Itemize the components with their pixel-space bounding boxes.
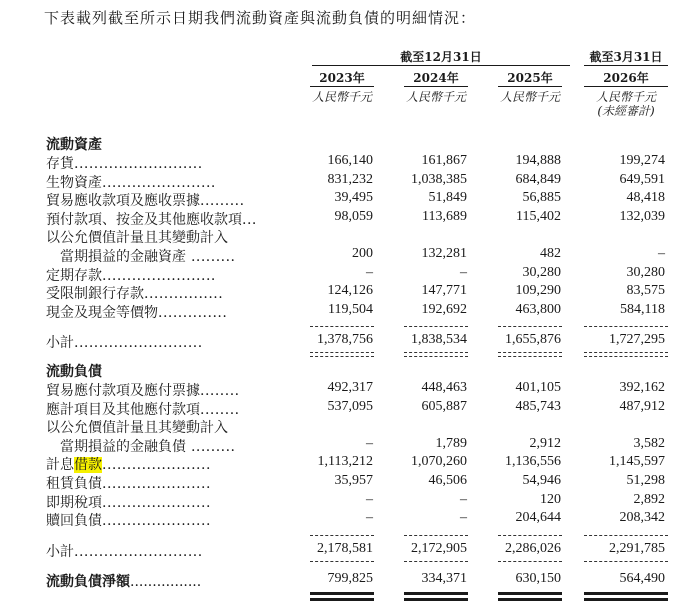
cell-value: 3,582 [633, 435, 665, 451]
cell-value: – [658, 246, 665, 261]
row-label-text: 應計項目及其他應付款項 [46, 401, 200, 418]
cell-value: 2,178,581 [317, 541, 373, 556]
cell-value: 208,342 [619, 510, 665, 526]
leader-dots: ...................... [102, 494, 211, 511]
row-label-text: 以公允價值計量且其變動計入 [46, 420, 228, 437]
dashed-rule [310, 352, 374, 353]
dashed-rule [498, 352, 562, 353]
double-rule [584, 598, 668, 601]
row-label-text: 贖回負債 [46, 513, 102, 530]
row-label [46, 283, 223, 303]
dashed-rule [404, 326, 468, 327]
cell-value: 2,172,905 [411, 541, 467, 556]
row-label [46, 332, 203, 352]
cell-value: 30,280 [626, 264, 665, 280]
row-label [46, 436, 236, 456]
cell-value: 1,038,385 [411, 171, 467, 187]
cell-value: 487,912 [619, 398, 665, 414]
cell-value: 1,789 [435, 435, 467, 451]
leader-dots: .......................... [74, 544, 203, 560]
dashed-rule [310, 535, 374, 536]
cell-value: 1,070,260 [411, 454, 467, 470]
cell-value: 1,727,295 [609, 332, 665, 347]
dashed-rule [584, 535, 668, 536]
row-label-text: 小計 [46, 544, 74, 560]
cell-value: 564,490 [619, 571, 665, 586]
cell-value: – [366, 435, 373, 451]
row-label [46, 399, 240, 419]
cell-value: 831,232 [327, 171, 373, 187]
row-label [46, 492, 211, 512]
row-label-text: 當期損益的金融資產 [46, 249, 186, 265]
cell-value: 2,286,026 [505, 541, 561, 556]
row-label-text: 計息 [46, 457, 74, 474]
dashed-rule [404, 535, 468, 536]
row-label [46, 172, 216, 192]
double-rule [404, 598, 468, 601]
leader-dots: ........ [200, 401, 240, 418]
row-label-text: 小計 [46, 335, 74, 351]
dashed-rule [584, 561, 668, 562]
section-title-assets: 流動資產 [46, 137, 102, 153]
cell-value: 113,689 [422, 208, 467, 224]
intro-text: 下表載列截至所示日期我們流動資產與流動負債的明細情況： [44, 9, 477, 27]
dashed-rule [498, 535, 562, 536]
row-label-text: 受限制銀行存款 [46, 286, 144, 303]
cell-value: 401,105 [515, 380, 561, 395]
cell-value: 132,039 [619, 208, 665, 224]
dashed-rule [404, 356, 468, 357]
cell-value: 537,095 [327, 398, 373, 414]
year-header-rule [584, 86, 668, 87]
cell-value: 1,113,212 [317, 454, 373, 470]
leader-dots: ................ [130, 574, 202, 590]
row-label [46, 380, 240, 400]
leader-dots: .......................... [74, 156, 203, 172]
row-label-text: 生物資產 [46, 174, 102, 191]
row-label-text: 以公允價值計量且其變動計入 [46, 230, 228, 247]
cell-value: – [366, 491, 373, 507]
dashed-rule [584, 326, 668, 327]
cell-value: 1,838,534 [411, 332, 467, 347]
cell-value: 46,506 [428, 473, 467, 488]
leader-dots: ....................... [102, 174, 216, 191]
cell-value: – [366, 264, 373, 280]
cell-value: 51,298 [626, 473, 665, 488]
year-header: 2026年 [603, 71, 649, 85]
cell-value: 2,892 [633, 491, 665, 507]
row-label [46, 209, 257, 229]
cell-value: 56,885 [522, 190, 561, 206]
cell-value: 204,644 [515, 510, 561, 526]
row-label-text: 貿易應付款項及應付票據 [46, 383, 200, 399]
cell-value: 132,281 [421, 246, 467, 261]
cell-value: 630,150 [515, 571, 561, 586]
section-title-liabilities: 流動負債 [46, 364, 102, 380]
cell-value: 54,946 [522, 473, 561, 488]
cell-value: 161,867 [421, 153, 467, 168]
row-label [46, 265, 216, 285]
leader-dots: ................ [144, 286, 224, 303]
cell-value: 147,771 [421, 283, 467, 299]
unit-label: 人民幣千元 [595, 90, 656, 104]
cell-value: 124,126 [327, 283, 373, 299]
dashed-rule [310, 326, 374, 327]
row-label-text: 定期存款 [46, 267, 102, 284]
cell-value: 1,378,756 [317, 332, 373, 347]
cell-value: – [460, 264, 467, 280]
double-rule [584, 592, 668, 595]
cell-value: 492,317 [327, 380, 373, 395]
row-label-highlight: 借款 [74, 457, 102, 474]
row-label [46, 302, 227, 322]
leader-dots: ....................... [102, 267, 216, 284]
dashed-rule [498, 561, 562, 562]
row-label-text: 當期損益的金融負債 [46, 438, 186, 455]
cell-value: 2,912 [529, 435, 561, 451]
row-label-text: 租賃負債 [46, 476, 102, 492]
dashed-rule [404, 352, 468, 353]
cell-value: 83,575 [626, 283, 665, 299]
cell-value: 584,118 [620, 301, 665, 317]
row-label-text: 預付款項、按金及其他應收款項 [46, 211, 242, 228]
leader-dots: ........ [200, 383, 240, 399]
cell-value: 192,692 [421, 301, 467, 317]
row-label [46, 227, 228, 247]
cell-value: 98,059 [334, 208, 373, 224]
period-header-dec: 截至12月31日 [400, 50, 482, 64]
row-label [46, 473, 211, 493]
row-label [46, 417, 228, 437]
cell-value: 120 [540, 491, 561, 507]
net-label-text: 流動負債淨額 [46, 574, 130, 590]
row-label-text: 即期稅項 [46, 494, 102, 511]
row-label-text: 存貨 [46, 156, 74, 172]
cell-value: 199,274 [619, 153, 665, 168]
leader-dots: ......... [186, 438, 236, 455]
double-rule [310, 598, 374, 601]
leader-dots: ......... [200, 193, 245, 210]
double-rule [498, 592, 562, 595]
cell-value: – [460, 510, 467, 526]
cell-value: 684,849 [515, 171, 561, 187]
unit-label: 人民幣千元 [311, 90, 372, 104]
cell-value: 200 [352, 246, 373, 261]
year-header-rule [404, 86, 468, 87]
cell-value: 109,290 [515, 283, 561, 299]
cell-value: 649,591 [619, 171, 665, 187]
cell-value: – [366, 510, 373, 526]
cell-value: 1,136,556 [505, 454, 561, 470]
period-header-mar-rule [584, 65, 668, 66]
leader-dots: ...................... [102, 457, 211, 474]
double-rule [498, 598, 562, 601]
cell-value: 39,495 [334, 190, 373, 206]
dashed-rule [310, 356, 374, 357]
year-header: 2024年 [413, 71, 459, 85]
dashed-rule [310, 561, 374, 562]
dashed-rule [498, 326, 562, 327]
net-label [46, 571, 201, 591]
cell-value: 194,888 [515, 153, 561, 168]
cell-value: – [460, 491, 467, 507]
leader-dots: .............. [158, 304, 228, 321]
leader-dots: ...................... [102, 513, 211, 530]
dashed-rule [498, 356, 562, 357]
leader-dots: .......................... [74, 335, 203, 351]
leader-dots: ... [242, 211, 257, 228]
row-label [46, 510, 211, 530]
dashed-rule [584, 356, 668, 357]
cell-value: 30,280 [522, 264, 561, 280]
cell-value: 51,849 [428, 190, 467, 206]
dashed-rule [404, 561, 468, 562]
year-header: 2023年 [319, 71, 365, 85]
double-rule [404, 592, 468, 595]
cell-value: 2,291,785 [609, 541, 665, 556]
row-label [46, 454, 211, 474]
cell-value: 605,887 [421, 398, 467, 414]
dashed-rule [584, 352, 668, 353]
row-label-text: 貿易應收款項及應收票據 [46, 193, 200, 210]
cell-value: 115,402 [516, 208, 561, 224]
leader-dots: ......... [186, 249, 236, 265]
year-header: 2025年 [507, 71, 553, 85]
cell-value: 35,957 [334, 473, 373, 488]
row-label [46, 153, 203, 173]
cell-value: 448,463 [421, 380, 467, 395]
cell-value: 799,825 [327, 571, 373, 586]
double-rule [310, 592, 374, 595]
period-header-dec-rule [312, 65, 570, 66]
cell-value: 485,743 [515, 398, 561, 414]
cell-value: 166,140 [327, 153, 373, 168]
cell-value: 119,504 [328, 301, 373, 317]
cell-value: 334,371 [421, 571, 467, 586]
row-label [46, 190, 245, 210]
year-header-rule [310, 86, 374, 87]
row-label [46, 246, 236, 266]
cell-value: 48,418 [626, 190, 665, 206]
period-header-mar: 截至3月31日 [589, 50, 663, 64]
row-label [46, 541, 203, 561]
cell-value: 1,145,597 [609, 454, 665, 470]
unit-label: 人民幣千元 [405, 90, 466, 104]
row-label-text: 現金及現金等價物 [46, 304, 158, 321]
leader-dots: ...................... [102, 476, 211, 492]
cell-value: 482 [540, 246, 561, 261]
year-header-rule [498, 86, 562, 87]
cell-value: 392,162 [619, 380, 665, 395]
cell-value: 463,800 [515, 301, 561, 317]
cell-value: 1,655,876 [505, 332, 561, 347]
unit-label: 人民幣千元 [499, 90, 560, 104]
unaudited-label: (未經審計) [597, 104, 655, 118]
